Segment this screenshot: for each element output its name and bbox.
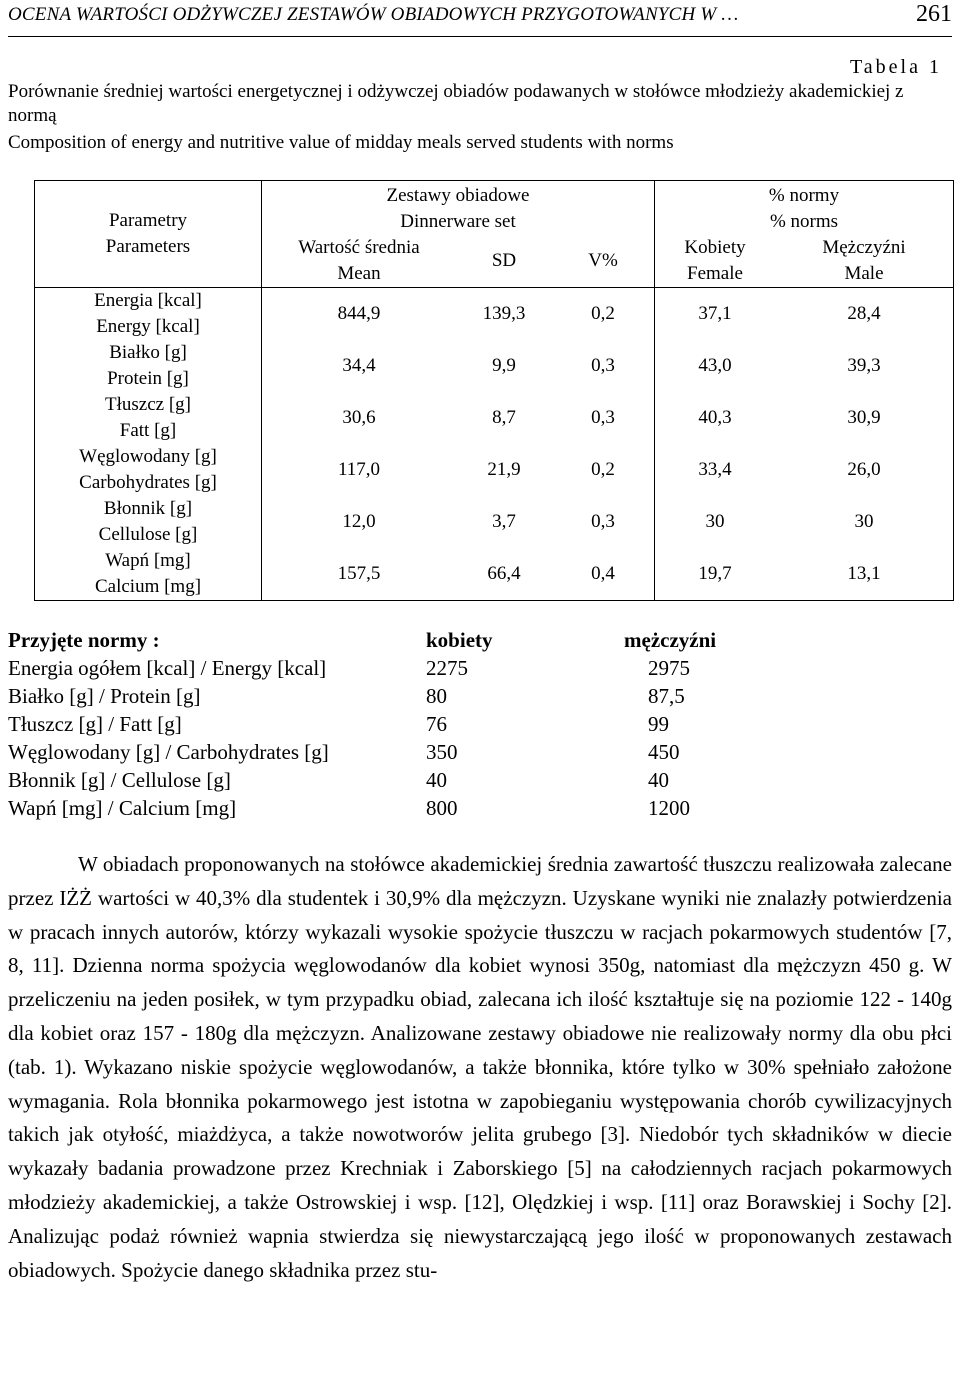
cell-female: 43,0 — [655, 340, 776, 392]
norm-label: Białko [g] / Protein [g] — [8, 684, 201, 708]
cell-female: 33,4 — [655, 444, 776, 496]
norm-female: 76 — [426, 712, 447, 736]
row-parameter — [35, 288, 262, 341]
cell-sd: 9,9 — [492, 355, 516, 376]
norm-male: 99 — [648, 712, 669, 736]
cell-male: 26,0 — [775, 444, 954, 496]
cell-male: 28,4 — [775, 288, 954, 341]
cell-v: 0,2 — [552, 288, 655, 341]
running-header — [8, 0, 952, 37]
row-parameter — [35, 392, 262, 444]
sd-header: SD — [491, 250, 517, 271]
nutrition-table — [34, 180, 954, 601]
group-dinner-header — [262, 181, 655, 236]
norm-label: Tłuszcz [g] / Fatt [g] — [8, 712, 182, 736]
param-header-pl: Parametry — [108, 210, 188, 231]
norm-label: Energia ogółem [kcal] / Energy [kcal] — [8, 656, 327, 680]
norm-female: 2275 — [426, 656, 468, 680]
female-header — [655, 235, 776, 288]
row-parameter-pl: Błonnik [g] — [103, 498, 193, 519]
cell-sd: 66,4 — [456, 548, 552, 601]
row-parameter-pl: Tłuszcz [g] — [105, 394, 191, 415]
row-parameter-pl: Białko [g] — [109, 342, 187, 363]
page-number: 261 — [916, 1, 952, 27]
norm-male: 87,5 — [648, 684, 685, 708]
table-label: Tabela 1 — [849, 56, 942, 78]
row-parameter — [35, 340, 262, 392]
body-paragraph: W obiadach proponowanych na stołówce akademickiej średnia zawartość tłuszczu realizowała zalecane przez IŻŻ wartości w 40,3% dla studentek i 30,9% dla mężczyzn. Uzyskane wyniki nie znalazły potwierdzenia w pracach innych autorów, którzy wykazali wysokie spożycie tłuszczu w racjach pokarmowych studentów [7, 8, 11]. Dzienna norma spożycia węglowodanów dla kobiet wynosi 350g, natomiast dla mężczyzn 450 g. W przeliczeniu na jeden posiłek, w tym przypadku obiad, zalecana ich ilość kształtuje się na poziomie 122 - 140g dla kobiet oraz 157 - 180g dla mężczyzn. Analizowane zestawy obiadowe nie realizowały normy dla obu płci (tab. 1). Wykazano niskie spożycie węglowodanów, a także błonnika, które tylko w 30% spełniało założone wymagania. Rola błonnika pokarmowego jest istotna w zapobieganiu występowania chorób cywilizacyjnych takich jak otyłość, miażdżyca, a także nowotworów jelita grubego [3]. Niedobór tych składników w diecie wykazały badania prowadzone przez Krechniak i Zaborskiego [5] na całodziennych racjach pokarmowych młodzieży akademickiej, a także Ostrowskiej i wsp. [12], Olędzkiej i wsp. [11] oraz Borawskiej i Sochy [2]. Analizując podaż również wapnia stwierdza się niewystarczającą jego ilość w proponowanych zestawach obiadowych. Spożycie danego składnika przez stu- — [8, 852, 952, 1282]
row-parameter-pl: Energia [kcal] — [94, 290, 202, 311]
row-parameter-en: Calcium [mg] — [94, 576, 202, 597]
male-header-en: Male — [844, 263, 884, 284]
mean-header-en: Mean — [337, 263, 381, 284]
row-parameter — [35, 496, 262, 548]
cell-female: 19,7 — [655, 548, 776, 601]
cell-mean: 117,0 — [337, 459, 381, 480]
cell-mean: 844,9 — [262, 288, 457, 341]
group-norms-header — [655, 181, 954, 236]
cell-sd: 8,7 — [492, 407, 516, 428]
norm-female: 80 — [426, 684, 447, 708]
cell-male: 30 — [775, 496, 954, 548]
cell-v: 0,2 — [591, 459, 615, 480]
cell-v: 0,3 — [591, 407, 615, 428]
v-header: V% — [588, 250, 618, 271]
group-dinner-pl: Zestawy obiadowe — [386, 185, 530, 206]
row-parameter-en: Energy [kcal] — [96, 316, 200, 337]
table-row — [35, 340, 954, 392]
cell-sd: 139,3 — [456, 288, 552, 341]
norms-female-label: kobiety — [426, 628, 493, 652]
table-row — [35, 496, 954, 548]
cell-mean: 157,5 — [262, 548, 457, 601]
group-norms-pl: % normy — [768, 185, 840, 206]
cell-mean: 12,0 — [342, 511, 376, 532]
table-row — [35, 392, 954, 444]
cell-sd: 3,7 — [492, 511, 516, 532]
cell-female: 30 — [655, 496, 776, 548]
male-header — [775, 235, 954, 288]
row-parameter-pl: Węglowodany [g] — [79, 446, 217, 467]
male-header-pl: Mężczyźni — [822, 237, 906, 258]
row-parameter-en: Protein [g] — [107, 368, 189, 389]
running-title: OCENA WARTOŚCI ODŻYWCZEJ ZESTAWÓW OBIADOWYCH PRZYGOTOWANYCH W … — [8, 4, 739, 25]
row-parameter-pl: Wapń [mg] — [105, 550, 191, 571]
cell-mean: 34,4 — [342, 355, 376, 376]
norm-male: 2975 — [648, 656, 690, 680]
table-row — [35, 444, 954, 496]
female-header-pl: Kobiety — [684, 237, 746, 258]
cell-female: 40,3 — [655, 392, 776, 444]
param-header — [35, 181, 262, 288]
norm-female: 800 — [426, 796, 458, 820]
norm-male: 450 — [648, 740, 680, 764]
norm-female: 40 — [426, 768, 447, 792]
norm-male: 1200 — [648, 796, 690, 820]
group-norms-en: % norms — [769, 211, 839, 232]
param-header-en: Parameters — [105, 236, 191, 257]
row-parameter — [35, 548, 262, 601]
cell-male: 13,1 — [775, 548, 954, 601]
norm-label: Wapń [mg] / Calcium [mg] — [8, 796, 237, 820]
norm-label: Węglowodany [g] / Carbohydrates [g] — [8, 740, 329, 764]
female-header-en: Female — [687, 263, 743, 284]
cell-mean: 30,6 — [342, 407, 376, 428]
cell-female: 37,1 — [655, 288, 776, 341]
row-parameter-en: Carbohydrates [g] — [79, 472, 217, 493]
group-dinner-en: Dinnerware set — [400, 211, 516, 232]
cell-sd: 21,9 — [487, 459, 521, 480]
table-row — [35, 288, 954, 341]
norms-male-label: mężczyźni — [624, 628, 717, 652]
table-caption-en: Composition of energy and nutritive value of midday meals served students with norms — [8, 132, 674, 153]
cell-v: 0,3 — [591, 511, 615, 532]
norm-male: 40 — [648, 768, 669, 792]
mean-header-pl: Wartość średnia — [298, 237, 420, 258]
table-caption-pl: Porównanie średniej wartości energetycznej i odżywczej obiadów podawanych w stołówce młodzieży akademickiej z normą — [8, 81, 904, 126]
cell-v: 0,3 — [591, 355, 615, 376]
row-parameter-en: Cellulose [g] — [98, 524, 198, 545]
cell-v: 0,4 — [552, 548, 655, 601]
norm-female: 350 — [426, 740, 458, 764]
cell-male: 30,9 — [775, 392, 954, 444]
mean-header — [262, 235, 457, 288]
table-row — [35, 548, 954, 601]
norm-label: Błonnik [g] / Cellulose [g] — [8, 768, 231, 792]
row-parameter-en: Fatt [g] — [119, 420, 177, 441]
cell-male: 39,3 — [775, 340, 954, 392]
norms-title: Przyjęte normy : — [8, 628, 160, 652]
table-body — [35, 288, 954, 601]
row-parameter — [35, 444, 262, 496]
